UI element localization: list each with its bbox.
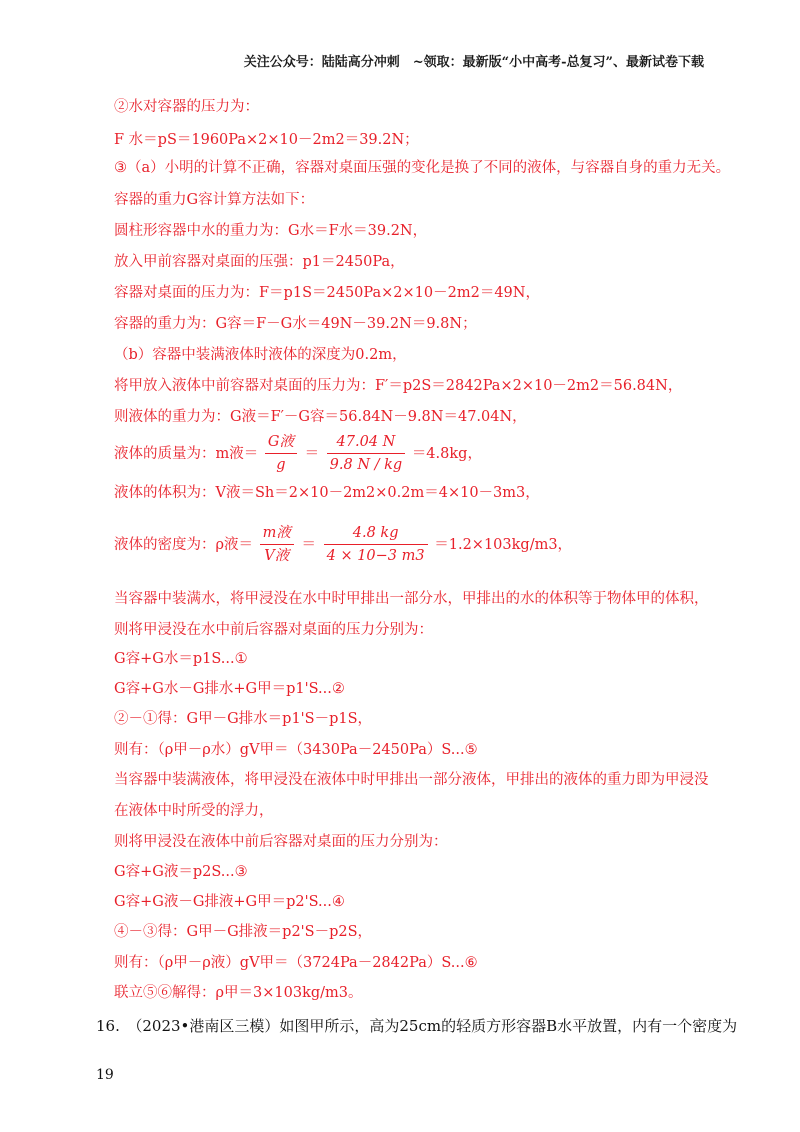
density-fraction-numeric xyxy=(324,523,428,566)
mass-fraction-numeric xyxy=(327,432,406,475)
mass-equation xyxy=(114,432,482,475)
fraction-denominator: g xyxy=(276,457,286,473)
solution-line: G容+G液＝p2S...③ xyxy=(114,864,248,880)
solution-line: 放入甲前容器对桌面的压强：p1＝2450Pa， xyxy=(114,254,405,270)
density-equation xyxy=(114,523,572,566)
solution-line: G容+G水＝p1S...① xyxy=(114,651,248,667)
solution-line: 当容器中装满水，将甲浸没在水中时甲排出一部分水，甲排出的水的体积等于物体甲的体积， xyxy=(114,591,709,607)
solution-line: 圆柱形容器中水的重力为：G水＝F水＝39.2N， xyxy=(114,223,428,239)
solution-line: 联立⑤⑥解得：ρ甲＝3×103kg/m3。 xyxy=(114,985,363,1001)
equals-sign: ＝ xyxy=(301,536,316,553)
fraction-numerator: G液 xyxy=(265,432,297,454)
solution-line: ②水对容器的压力为： xyxy=(114,99,259,115)
solution-line: 则将甲浸没在液体中前后容器对桌面的压力分别为： xyxy=(114,834,448,850)
page-header: 关注公众号：陆陆高分冲刺 ~领取：最新版“小中高考-总复习”、最新试卷下载 xyxy=(243,55,704,70)
fraction-denominator: 9.8 N / kg xyxy=(329,457,403,473)
solution-line: 则有：（ρ甲－ρ液）gV甲＝（3724Pa－2842Pa）S...⑥ xyxy=(114,955,478,971)
solution-line: 容器对桌面的压力为：F＝p1S＝2450Pa×2×10－2m2＝49N， xyxy=(114,285,540,301)
solution-line: 容器的重力为：G容＝F－G水＝49N－39.2N＝9.8N； xyxy=(114,316,477,332)
mass-result: ＝4.8kg， xyxy=(411,445,482,462)
solution-line: 液体的体积为：V液＝Sh＝2×10－2m2×0.2m＝4×10－3m3， xyxy=(114,485,540,501)
solution-line: G容+G液－G排液+G甲＝p2'S...④ xyxy=(114,894,345,910)
solution-line: 在液体中时所受的浮力， xyxy=(114,803,274,819)
solution-line: 当容器中装满液体，将甲浸没在液体中时甲排出一部分液体，甲排出的液体的重力即为甲浸没 xyxy=(114,772,709,788)
fraction-numerator: 47.04 N xyxy=(327,432,406,454)
solution-line: G容+G水－G排水+G甲＝p1'S...② xyxy=(114,681,345,697)
question-16: 16. （2023•港南区三模）如图甲所示，高为25cm的轻质方形容器B水平放置，内有一个密度为 xyxy=(96,1017,738,1035)
solution-line: ③（a）小明的计算不正确，容器对桌面压强的变化是换了不同的液体，与容器自身的重力无关。 xyxy=(114,160,731,176)
fraction-numerator: 4.8 kg xyxy=(324,523,428,545)
density-fraction-symbolic xyxy=(260,523,294,566)
solution-line: 将甲放入液体中前容器对桌面的压力为：F′＝p2S＝2842Pa×2×10－2m2＝56.84N， xyxy=(114,378,683,394)
page-number: 19 xyxy=(96,1067,114,1083)
solution-line: 容器的重力G容计算方法如下： xyxy=(114,192,315,208)
solution-line: （b）容器中装满液体时液体的深度为0.2m， xyxy=(114,347,407,363)
density-prefix: 液体的密度为：ρ液＝ xyxy=(114,536,254,553)
solution-line: 则有：（ρ甲－ρ水）gV甲＝（3430Pa－2450Pa）S...⑤ xyxy=(114,742,478,758)
solution-line: 则将甲浸没在水中前后容器对桌面的压力分别为： xyxy=(114,622,433,638)
solution-line: ④－③得：G甲－G排液＝p2'S－p2S， xyxy=(114,924,373,940)
density-result: ＝1.2×103kg/m3， xyxy=(434,536,573,553)
mass-prefix: 液体的质量为：m液＝ xyxy=(114,445,259,462)
solution-line: F 水＝pS＝1960Pa×2×10－2m2＝39.2N； xyxy=(114,132,419,148)
fraction-numerator: m液 xyxy=(260,523,294,545)
mass-fraction-symbolic xyxy=(265,432,297,475)
solution-line: ②－①得：G甲－G排水＝p1'S－p1S， xyxy=(114,711,373,727)
fraction-denominator: V液 xyxy=(264,548,290,564)
fraction-denominator: 4 × 10−3 m3 xyxy=(326,548,425,564)
solution-line: 则液体的重力为：G液＝F′－G容＝56.84N－9.8N＝47.04N， xyxy=(114,409,527,425)
equals-sign: ＝ xyxy=(304,445,320,462)
